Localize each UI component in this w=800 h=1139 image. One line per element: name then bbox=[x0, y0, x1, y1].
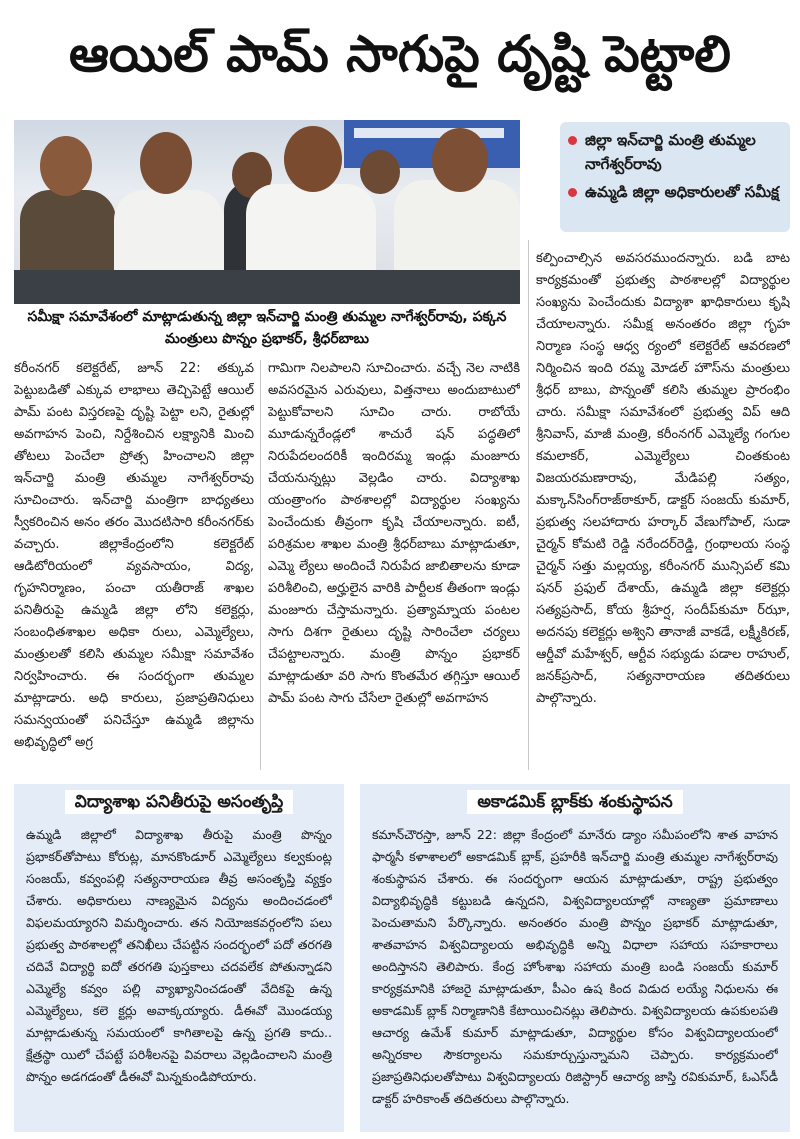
sidebar-box-education bbox=[14, 784, 344, 1132]
article-column-3: కల్పించాల్సిన అవసరముందన్నారు. బడి బాట కార్యక్రమంతో ప్రభుత్వ పాఠశాలల్లో విద్యార్థుల సంఖ్యను పెంచేందుకు విద్యాశా ఖాధికారులు కృషి చేయాలన్నారు. సమీక్ష అనంతరం జిల్లా గృహ నిర్మాణ సంస్థ ఆధ్వ ర్యంలో కలెక్టరేట్ ఆవరణలో నిర్మించిన ఇంది రమ్మ మోడల్ హౌస్‌ను మంత్రులు శ్రీధర్ బాబు, పొన్నంతో కలిసి తుమ్మల ప్రారంభిం చారు. సమీక్షా సమావేశంలో ప్రభుత్వ విప్ ఆది శ్రీనివాస్, మాజీ మంత్రి, కరీంనగర్ ఎమ్మెల్యే గంగుల కమలాకర్, ఎమ్మెల్యేలు చింతకుంట విజయరమణారావు, మేడిపల్లి సత్యం, మక్కాన్‌సింగ్‌రాజ్‌ఠాకూర్, డాక్టర్ సంజయ్ కుమార్, ప్రభుత్వ సలహాదారు హర్కార్ వేణుగోపాల్, సుడా చైర్మన్ కోమటి రెడ్డి నరేందర్‌రెడ్డి, గ్రంథాలయ సంస్థ చైర్మన్ సత్తు మల్లయ్య, కరీంనగర్ మున్సిపల్ కమి షనర్ ప్రఫుల్ దేశాయ్, ఉమ్మడి జిల్లా కలెక్టర్లు సత్యప్రసాద్, కోయ శ్రీహర్ష, సందీప్‌కుమా ర్‌ఝా, అదనపు కలెక్టర్లు అశ్విని తానాజీ వాకడే, లక్ష్మీకిరణ్, ఆర్డీవో మహేశ్వర్, ఆర్టీవ సభ్యుడు పడాల రాహుల్, జనక్‌ప్రసాద్, సత్యనారాయణ తదితరులు పాల్గొన్నారు. bbox=[536, 251, 790, 706]
article-column-1: కరీంనగర్ కలెక్టరేట్, జూన్ 22: తక్కువ పెట్టుబడితో ఎక్కువ లాభాలు తెచ్చిపెట్టే ఆయిల్ పామ్ పంట విస్తరణపై దృష్టి పెట్టా లని, రైతుల్లో అవగాహన పెంచి, నిర్దేశించిన లక్ష్యానికి మించి తోటలు పెంచేలా ప్రోత్స హించాలని జిల్లా ఇన్‌చార్జి మంత్రి తుమ్మల నాగేశ్వర్‌రావు సూచించారు. ఇన్‌చార్జి మంత్రిగా బాధ్యతలు స్వీకరించిన అనం తరం మొదటిసారి కరీంనగర్‌కు వచ్చారు. జిల్లాకేంద్రంలోని కలెక్టరేట్ ఆడిటోరియంలో వ్యవసాయం, విద్య, గృహనిర్మాణం, పంచా యతీరాజ్ శాఖల పనితీరుపై ఉమ్మడి జిల్లా లోని కలెక్టర్లు, సంబంధితశాఖల అధికా రులు, ఎమ్మెల్యేలు, మంత్రులతో కలిసి తుమ్మల సమీక్షా సమావేశం నిర్వహించారు. ఈ సందర్భంగా తుమ్మల మాట్లాడారు. అధి కారులు, ప్రజాప్రతినిధులు సమన్వయంతో పనిచేస్తూ ఉమ్మడి జిల్లాను అభివృద్ధిలో అగ్ర bbox=[14, 361, 254, 750]
sidebar-text: కమాన్‌చౌరస్తా, జూన్ 22: జిల్లా కేంద్రంలో మానేరు డ్యాం సమీపంలోని శాత వాహన ఫార్మసీ కళాశాలలో అకాడమిక్ బ్లాక్, ప్రహరీకి ఇన్‌చార్జి మంత్రి తుమ్మల నాగేశ్వర్‌రావు శంకుస్థాపన చేశారు. ఈ సందర్భంగా ఆయన మాట్లాడుతూ, రాష్ట్ర ప్రభుత్వం విద్యాభివృద్ధికి కట్టుబడి ఉన్నదని, విశ్వవిద్యాలయాల్లో నాణ్యతా ప్రమాణాలు పెంచుతామని పేర్కొన్నారు. అనంతరం మంత్రి పొన్నం ప్రభాకర్ మాట్లాడుతూ, శాతవాహన విశ్వవిద్యాలయ అభివృద్ధికి అన్ని విధాలా సహాయ సహకారాలు అందిస్తానని తెలిపారు. కేంద్ర హోంశాఖ సహాయ మంత్రి బండి సంజయ్ కుమార్ కార్యక్రమానికి హాజరై మాట్లాడుతూ, పీఎం ఉష కింద విడుద లయ్యే నిధులను ఈ అకాడమిక్ బ్లాక్ నిర్మాణానికి కేటాయించినట్లు తెలిపారు. విశ్వవిద్యాలయ ఉపకులపతి ఆచార్య ఉమేశ్ కుమార్ మాట్లాడుతూ, విద్యార్థుల కోసం విశ్వవిద్యాలయంలో అన్నిరకాల సౌకర్యాలను సమకూర్చుస్తున్నామని చెప్పారు. కార్యక్రమంలో ప్రజాప్రతినిధులతోపాటు విశ్వవిద్యాలయ రిజిస్ట్రార్ ఆచార్య జాస్తి రవికుమార్, ఓఎస్‌డీ డాక్టర్ హరికాంత్ తదితరులు పాల్గొన్నారు. bbox=[372, 827, 778, 1106]
person-head bbox=[284, 126, 342, 192]
person-head bbox=[432, 128, 488, 192]
bullet-dot-icon bbox=[568, 188, 577, 197]
column-divider bbox=[260, 360, 261, 770]
news-photo bbox=[14, 120, 520, 304]
person-head bbox=[360, 150, 400, 194]
sidebar-title bbox=[14, 792, 344, 816]
sidebar-text: ఉమ్మడి జిల్లాలో విద్యాశాఖ తీరుపై మంత్రి పొన్నం ప్రభాకర్‌తోపాటు కోరుట్ల, మానకొండూర్ ఎమ్మెల్యేలు కల్వకుంట్ల సంజయ్, కవ్వంపల్లి సత్యనారాయణ తీవ్ర అసంతృప్తి వ్యక్తం చేశారు. అధికారులు నాణ్యమైన విద్యను అందించడంలో విఫలమయ్యారని విమర్శించారు. తన నియోజకవర్గంలోని పలు ప్రభుత్వ పాఠశాలల్లో తనిఖీలు చేపట్టిన సందర్భంలో పదో తరగతి చదివే విద్యార్థి ఐదో తరగతి పుస్తకాలు చదవలేక పోతున్నాడని ఎమ్మెల్యే కవ్వం పల్లి వ్యాఖ్యానించడంతో వేదికపై ఉన్న ఎమ్మెల్యేలు, కలె క్టర్లు అవాక్కయ్యారు. డీఈవో మొండయ్య మాట్లాడుతున్న సమయంలో కాగితాలపై ఉన్న ప్రగతి కాదు.. క్షేత్రస్థా యిలో చేపట్టే పరిశీలనపై వివరాలు వెల్లడించాలని మంత్రి పొన్నం అడగడంతో డీఈవో మిన్నకుండిపోయారు. bbox=[26, 827, 332, 1084]
sidebar-title-text: అకాడమిక్ బ్లాక్‌కు శంకుస్థాపన bbox=[467, 790, 682, 814]
article-column-2: గామిగా నిలపాలని సూచించారు. వచ్చే నెల నాటికి అవసరమైన ఎరువులు, విత్తనాలు అందుబాటులో పెట్టుకోవాలని సూచిం చారు. రాబోయే మూడున్నరేండ్లలో శాచురే షన్ పద్ధతిలో నిరుపేదలందరికీ ఇందిరమ్మ ఇండ్లు మంజూరు చేయనున్నట్లు వెల్లడిం చారు. విద్యాశాఖ యంత్రాంగం పాఠశాలల్లో విద్యార్థుల సంఖ్యను పెంచేందుకు తీవ్రంగా కృషి చేయాలన్నారు. ఐటీ, పరిశ్రమల శాఖల మంత్రి శ్రీధర్‌బాబు మాట్లాడుతూ, ఎమ్మె ల్యేలు అందించే నిరుపేద జాబితాలను కూడా పరిశీలించి, అర్హులైన వారికి పార్టీలక తీతంగా ఇండ్లు మంజూరు చేస్తామన్నారు. ప్రత్యామ్నాయ పంటల సాగు దిశగా రైతులు దృష్టి సారించేలా చర్యలు చేపట్టాలన్నారు. మంత్రి పొన్నం ప్రభాకర్ మాట్లాడుతూ వరి సాగు కొంతమేర తగ్గిస్తూ ఆయిల్ పామ్ పంట సాగు చేసేలా రైతుల్లో అవగాహన bbox=[268, 361, 520, 706]
highlight-item bbox=[564, 180, 786, 204]
bullet-dot-icon bbox=[568, 136, 577, 145]
highlight-text: ఉమ్మడి జిల్లా అధికారులతో సమీక్ష bbox=[585, 183, 779, 201]
highlights-box bbox=[560, 122, 790, 232]
photo-caption: సమీక్షా సమావేశంలో మాట్లాడుతున్న జిల్లా ఇన్‌చార్జి మంత్రి తుమ్మల నాగేశ్వర్‌రావు, పక్కన మంత్రులు పొన్నం ప్రభాకర్, శ్రీధర్‌బాబు bbox=[27, 309, 507, 347]
column-divider bbox=[528, 240, 529, 770]
person-head bbox=[40, 136, 92, 196]
sidebar-title bbox=[360, 792, 790, 816]
sidebar-title-text: విద్యాశాఖ పనితీరుపై అసంతృప్తి bbox=[65, 790, 294, 814]
table bbox=[14, 270, 520, 304]
highlight-item bbox=[564, 128, 786, 176]
sidebar-box-academic-block bbox=[360, 784, 790, 1132]
headline: ఆయిల్ పామ్ సాగుపై దృష్టి పెట్టాలి bbox=[69, 25, 731, 83]
person-head bbox=[140, 132, 192, 194]
highlight-text: జిల్లా ఇన్‌చార్జి మంత్రి తుమ్మల నాగేశ్వర్‌రావు bbox=[585, 131, 756, 173]
